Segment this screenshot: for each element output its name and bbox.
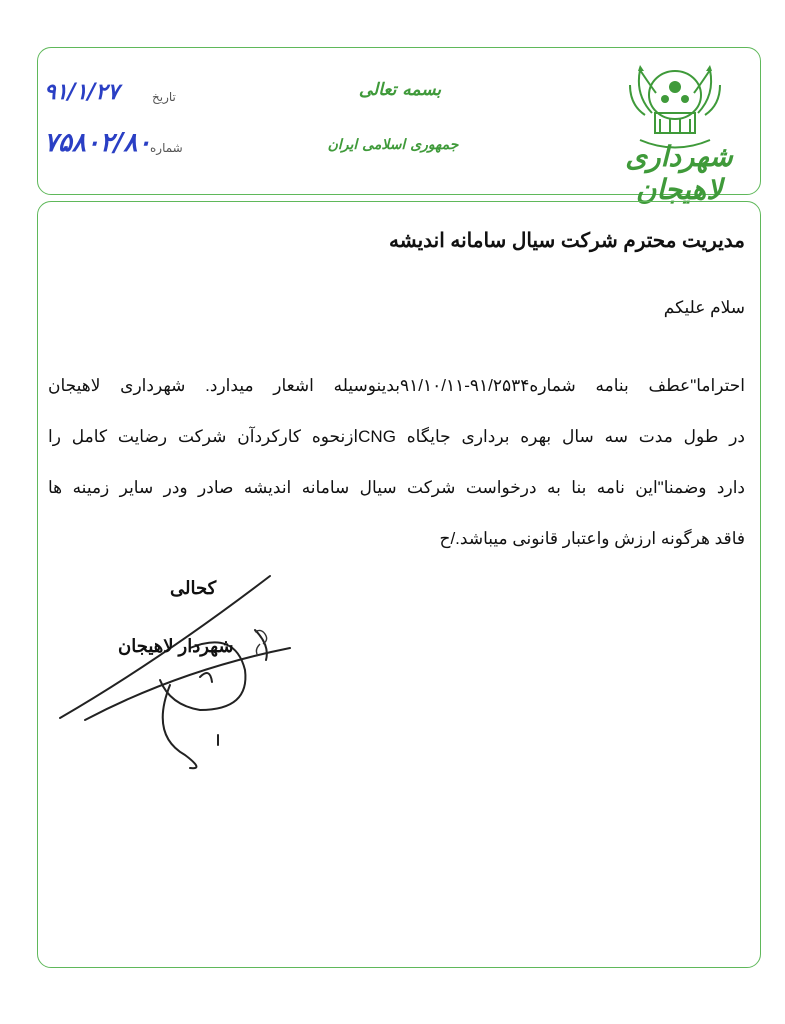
date-value: ۹۱/۱/۲۷ xyxy=(44,80,120,105)
letter-heading: بسمه تعالی xyxy=(358,80,442,100)
paragraph-line: فاقد هرگونه ارزش واعتبار قانونی میباشد./ح xyxy=(439,529,745,548)
recipient-line: مدیریت محترم شرکت سیال سامانه اندیشه xyxy=(389,230,745,252)
paragraph-line: در طول مدت سه سال بهره برداری جایگاه CNGازنحوه کارکردآن شرکت رضایت کامل را xyxy=(48,427,745,446)
date-label: تاریخ xyxy=(152,90,176,104)
letter-subheading: جمهوری اسلامی ایران xyxy=(327,137,459,153)
number-label: شماره xyxy=(150,141,183,155)
paragraph-line: دارد وضمنا"این نامه بنا به درخواست شرکت سیال سامانه اندیشه صادر ودر سایر زمینه ها xyxy=(48,478,745,497)
logo-text: شهرداری لاهیجان xyxy=(625,140,733,206)
letter-number-value: ۷۵۸۰۲/۸۰ xyxy=(44,128,152,158)
greeting-line: سلام علیکم xyxy=(663,298,745,317)
paragraph-line: احتراما"عطف بنامه شماره۹۱/۲۵۳۴-۹۱/۱۰/۱۱بدینوسیله اشعار میدارد. شهرداری لاهیجان xyxy=(48,376,745,395)
signer-name: کحالی xyxy=(170,578,217,598)
signer-title: شهردار لاهیجان xyxy=(118,636,234,656)
letter-paragraph xyxy=(48,360,745,564)
